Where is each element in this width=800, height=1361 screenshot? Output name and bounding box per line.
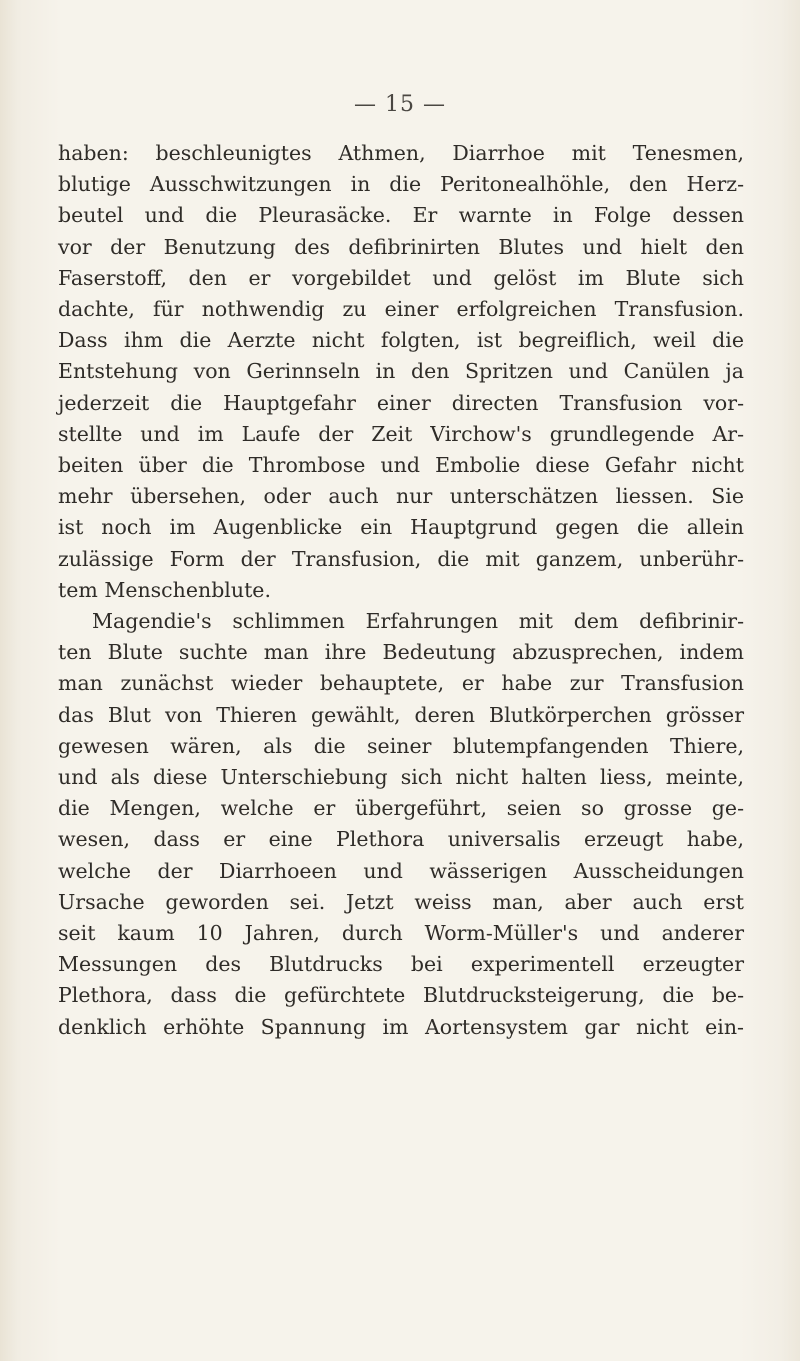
text-line: gewesen wären, als die seiner blutempfangenden Thiere, bbox=[58, 733, 744, 758]
text-line: mehr übersehen, oder auch nur unterschätzen liessen. Sie bbox=[58, 484, 744, 509]
text-line: die Mengen, welche er übergeführt, seien so grosse ge- bbox=[58, 796, 744, 821]
paragraph-end-line: tem Menschenblute. bbox=[58, 577, 271, 602]
text-line: dachte, für nothwendig zu einer erfolgreichen Transfusion. bbox=[58, 297, 744, 322]
text-line: Entstehung von Gerinnseln in den Spritzen und Canülen ja bbox=[58, 359, 744, 384]
text-line: beutel und die Pleurasäcke. Er warnte in Folge dessen bbox=[58, 203, 744, 228]
text-line: wesen, dass er eine Plethora universalis erzeugt habe, bbox=[58, 827, 744, 852]
text-line: Messungen des Blutdrucks bei experimentell erzeugter bbox=[58, 952, 744, 977]
paragraph-start-line: Magendie's schlimmen Erfahrungen mit dem defibrinir- bbox=[92, 609, 744, 634]
text-line: seit kaum 10 Jahren, durch Worm-Müller's und anderer bbox=[58, 921, 744, 946]
text-line: stellte und im Laufe der Zeit Virchow's grundlegende Ar- bbox=[58, 421, 744, 446]
text-line: und als diese Unterschiebung sich nicht halten liess, meinte, bbox=[58, 765, 744, 790]
text-line: Ursache geworden sei. Jetzt weiss man, aber auch erst bbox=[58, 889, 744, 914]
text-line: Plethora, dass die gefürchtete Blutdrucksteigerung, die be- bbox=[58, 983, 744, 1008]
text-line: welche der Diarrhoeen und wässerigen Ausscheidungen bbox=[58, 858, 744, 883]
text-line: Faserstoff, den er vorgebildet und gelöst im Blute sich bbox=[58, 265, 744, 290]
text-line: ten Blute suchte man ihre Bedeutung abzusprechen, indem bbox=[58, 640, 744, 665]
text-line: jederzeit die Hauptgefahr einer directen Transfusion vor- bbox=[58, 390, 744, 415]
text-line: Dass ihm die Aerzte nicht folgten, ist begreiflich, weil die bbox=[58, 328, 744, 353]
text-line: blutige Ausschwitzungen in die Peritonealhöhle, den Herz- bbox=[58, 172, 744, 197]
text-line: denklich erhöhte Spannung im Aortensystem gar nicht ein- bbox=[58, 1014, 744, 1039]
text-line: man zunächst wieder behauptete, er habe zur Transfusion bbox=[58, 671, 744, 696]
text-line: zulässige Form der Transfusion, die mit ganzem, unberühr- bbox=[58, 546, 744, 571]
body-text bbox=[58, 138, 744, 1043]
page-number: — 15 — bbox=[354, 92, 446, 117]
text-line: das Blut von Thieren gewählt, deren Blutkörperchen grösser bbox=[58, 702, 744, 727]
text-line: haben: beschleunigtes Athmen, Diarrhoe mit Tenesmen, bbox=[58, 141, 744, 165]
text-line: vor der Benutzung des defibrinirten Blutes und hielt den bbox=[58, 234, 744, 259]
text-line: ist noch im Augenblicke ein Hauptgrund gegen die allein bbox=[58, 515, 744, 540]
text-line: beiten über die Thrombose und Embolie diese Gefahr nicht bbox=[58, 453, 744, 478]
